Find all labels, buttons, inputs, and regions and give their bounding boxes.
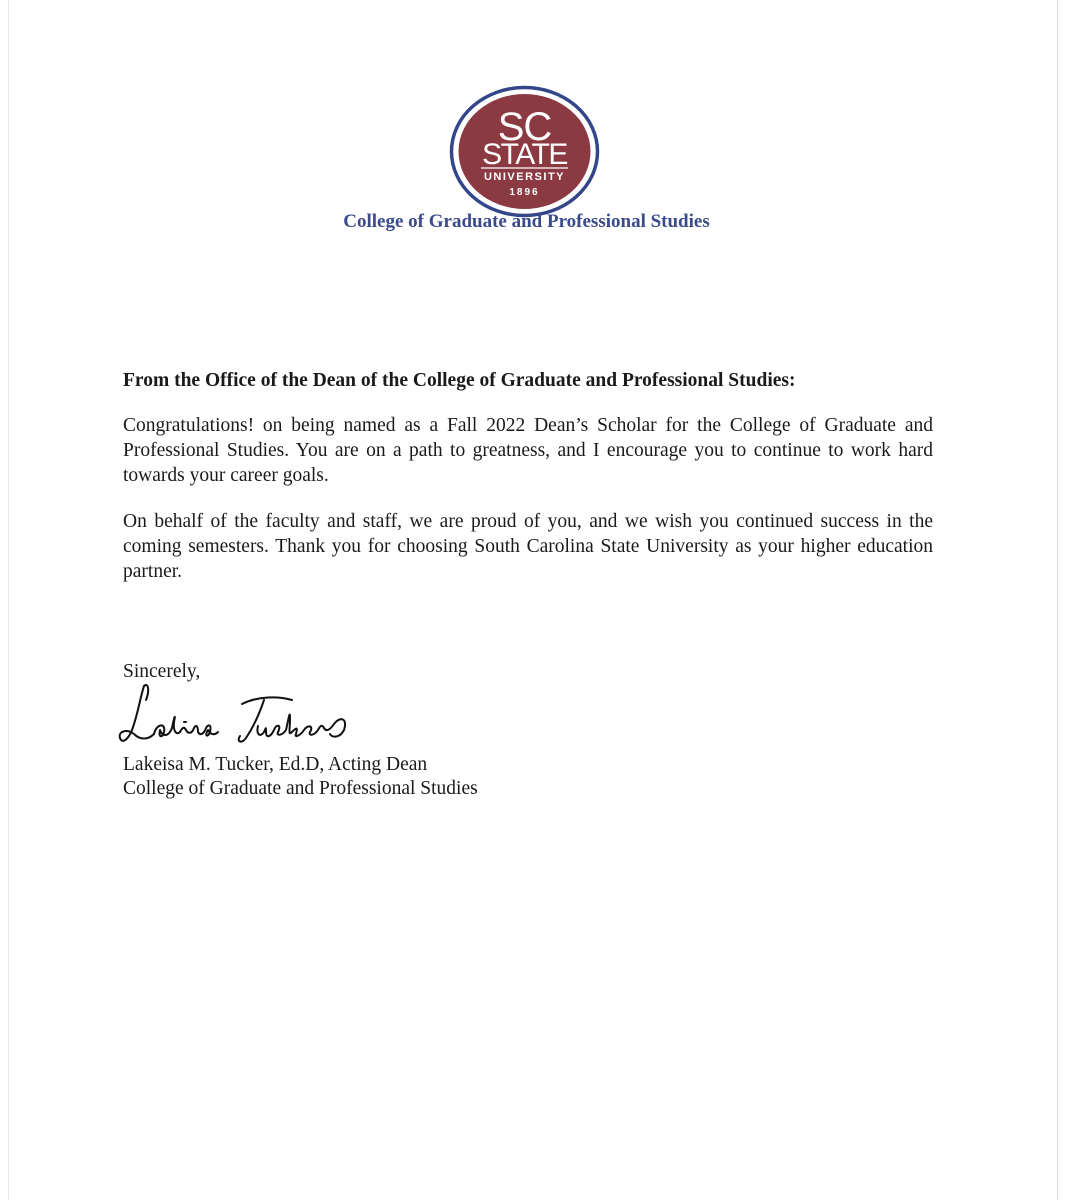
signer-college: College of Graduate and Professional Studies [123, 778, 478, 799]
letter-closing: Sincerely, [123, 661, 201, 682]
college-header [0, 211, 1077, 233]
page-edge-right [1057, 0, 1058, 1200]
letter-from-line: From the Office of the Dean of the College of Graduate and Professional Studies: [123, 370, 796, 391]
university-seal-logo [449, 85, 600, 218]
page-edge-left [8, 0, 9, 1200]
signer-name-title: Lakeisa M. Tucker, Ed.D, Acting Dean [123, 754, 428, 775]
seal-state-text: STATE [482, 138, 567, 171]
college-header-text: College of Graduate and Professional Studies [343, 211, 710, 232]
seal-university-text: UNIVERSITY [483, 171, 566, 183]
letter-paragraph: Congratulations! on being named as a Fall 2022 Dean’s Scholar for the College of Graduate and Professional Studies. You are on a path to greatness, and I encourage you to continue to work hard towards your career goals. [123, 415, 933, 486]
letter-paragraph: On behalf of the faculty and staff, we are proud of you, and we wish you continued success in the coming semesters. Thank you for choosing South Carolina State University as your higher education partner. [123, 511, 933, 582]
seal-sc-text: SC [497, 105, 552, 149]
handwritten-signature [118, 678, 358, 754]
seal-year-text: 1896 [509, 187, 540, 198]
